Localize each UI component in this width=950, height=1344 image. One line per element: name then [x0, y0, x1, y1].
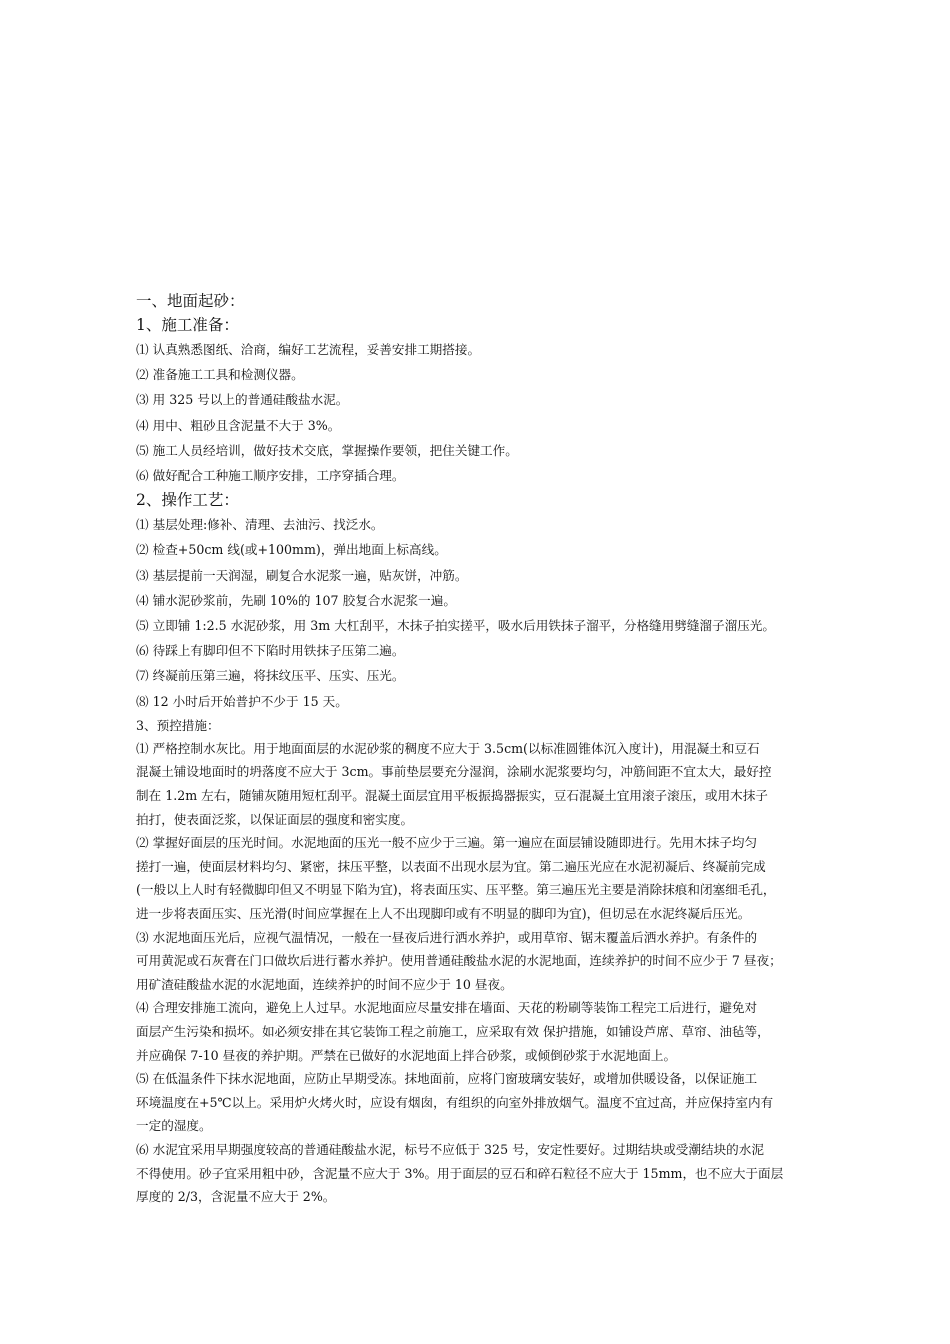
- paragraph-line: 厚度的 2/3，含泥量不应大于 2%。: [136, 1189, 336, 1205]
- paragraph-troweling-time: [136, 831, 864, 925]
- section-heading-process: 2、操作工艺：: [136, 491, 239, 510]
- paragraph-line: ⑴ 严格控制水灰比。用于地面面层的水泥砂浆的稠度不应大于 3.5cm(以标准圆锥体沉入度计)，用混凝土和豆石: [136, 740, 760, 756]
- list-item: ⑹ 做好配合工种施工顺序安排，工序穿插合理。: [136, 468, 405, 484]
- section-heading-preparation: 1、施工准备：: [136, 316, 239, 334]
- list-item: ⑴ 基层处理:修补、清理、去油污、找泛水。: [136, 517, 384, 533]
- paragraph-line: ⑷ 合理安排施工流向，避免上人过早。水泥地面应尽量安排在墙面、天花的粉刷等装饰工程完工后进行，避免对: [136, 1000, 758, 1016]
- list-item: ⑶ 基层提前一天润湿，刷复合水泥浆一遍，贴灰饼，冲筋。: [136, 567, 468, 583]
- list-item: ⑷ 用中、粗砂且含泥量不大于 3%。: [136, 417, 341, 433]
- paragraph-line: 混凝土铺设地面时的坍落度不应大于 3cm。事前垫层要充分湿润，涂刷水泥浆要均匀，冲筋间距不宜太大，最好控: [136, 764, 772, 780]
- list-item: ⑻ 12 小时后开始普护不少于 15 天。: [136, 693, 348, 709]
- list-item: ⑵ 准备施工工具和检测仪器。: [136, 367, 304, 383]
- document-body: [136, 289, 864, 1209]
- document-title: 一、地面起砂：: [136, 292, 245, 310]
- paragraph-line: 可用黄泥或石灰膏在门口做坎后进行蓄水养护。使用普通硅酸盐水泥的水泥地面，连续养护的时间不应少于 7 昼夜；: [136, 953, 782, 969]
- paragraph-line: 拍打，使表面泛浆，以保证面层的强度和密实度。: [136, 811, 414, 827]
- paragraph-line: 制在 1.2m 左右，随铺灰随用短杠刮平。混凝土面层宜用平板振捣器振实，豆石混凝土宜用滚子滚压，或用木抹子: [136, 788, 768, 804]
- paragraph-line: ⑶ 水泥地面压光后，应视气温情况，一般在一昼夜后进行洒水养护，或用草帘、锯末覆盖后洒水养护。有条件的: [136, 929, 758, 945]
- paragraph-line: 并应确保 7-10 昼夜的养护期。严禁在已做好的水泥地面上拌合砂浆，或倾倒砂浆于水泥地面上。: [136, 1047, 677, 1063]
- list-item: ⑸ 施工人员经培训，做好技术交底，掌握操作要领，把住关键工作。: [136, 442, 518, 458]
- list-item: ⑸ 立即铺 1:2.5 水泥砂浆，用 3m 大杠刮平，木抹子拍实搓平，吸水后用铁抹子溜平，分格缝用劈缝溜子溜压光。: [136, 618, 775, 634]
- paragraph-line: ⑹ 水泥宜采用早期强度较高的普通硅酸盐水泥，标号不应低于 325 号，安定性要好。过期结块或受潮结块的水泥: [136, 1141, 764, 1157]
- paragraph-line: 用矿渣硅酸盐水泥的水泥地面，连续养护的时间不应少于 10 昼夜。: [136, 976, 513, 992]
- paragraph-line: 搓打一遍，使面层材料均匀、紧密，抹压平整，以表面不出现水层为宜。第二遍压光应在水泥初凝后、终凝前完成: [136, 858, 766, 874]
- section-heading-prevention: 3、预控措施：: [136, 717, 220, 733]
- list-item: ⑹ 待踩上有脚印但不下陷时用铁抹子压第二遍。: [136, 643, 405, 659]
- paragraph-curing: [136, 926, 864, 997]
- paragraph-materials: [136, 1138, 864, 1209]
- paragraph-line: (一般以上人时有轻微脚印但又不明显下陷为宜)，将表面压实、压平整。第三遍压光主要是消除抹痕和闭塞细毛孔，: [136, 882, 776, 898]
- paragraph-line: ⑵ 掌握好面层的压光时间。水泥地面的压光一般不应少于三遍。第一遍应在面层铺设随即进行。先用木抹子均匀: [136, 835, 758, 851]
- paragraph-line: 面层产生污染和损坏。如必须安排在其它装饰工程之前施工，应采取有效 保护措施，如铺设芦席、草帘、油毡等，: [136, 1023, 770, 1039]
- paragraph-line: 环境温度在+5℃以上。采用炉火烤火时，应设有烟囱，有组织的向室外排放烟气。温度不宜过高，并应保持室内有: [136, 1094, 774, 1110]
- list-item: ⑶ 用 325 号以上的普通硅酸盐水泥。: [136, 392, 349, 408]
- list-item: ⑷ 铺水泥砂浆前，先刷 10%的 107 胶复合水泥浆一遍。: [136, 592, 456, 608]
- paragraph-line: 一定的湿度。: [136, 1118, 212, 1134]
- paragraph-line: 进一步将表面压实、压光滑(时间应掌握在上人不出现脚印或有不明显的脚印为宜)，但切忌在水泥终凝后压光。: [136, 906, 751, 921]
- list-item: ⑴ 认真熟悉图纸、洽商，编好工艺流程，妥善安排工期搭接。: [136, 342, 481, 357]
- list-item: ⑺ 终凝前压第三遍，将抹纹压平、压实、压光。: [136, 668, 405, 684]
- paragraph-line: ⑸ 在低温条件下抹水泥地面，应防止早期受冻。抹地面前，应将门窗玻璃安装好，或增加供暖设备，以保证施工: [136, 1071, 758, 1087]
- paragraph-construction-sequence: [136, 996, 864, 1067]
- paragraph-line: 不得使用。砂子宜采用粗中砂，含泥量不应大于 3%。用于面层的豆石和碎石粒径不应大于 15mm，也不应大于面层: [136, 1165, 784, 1181]
- paragraph-low-temperature: [136, 1067, 864, 1138]
- list-item: ⑵ 检查+50cm 线(或+100mm)，弹出地面上标高线。: [136, 542, 447, 558]
- paragraph-water-cement-ratio: [136, 737, 864, 831]
